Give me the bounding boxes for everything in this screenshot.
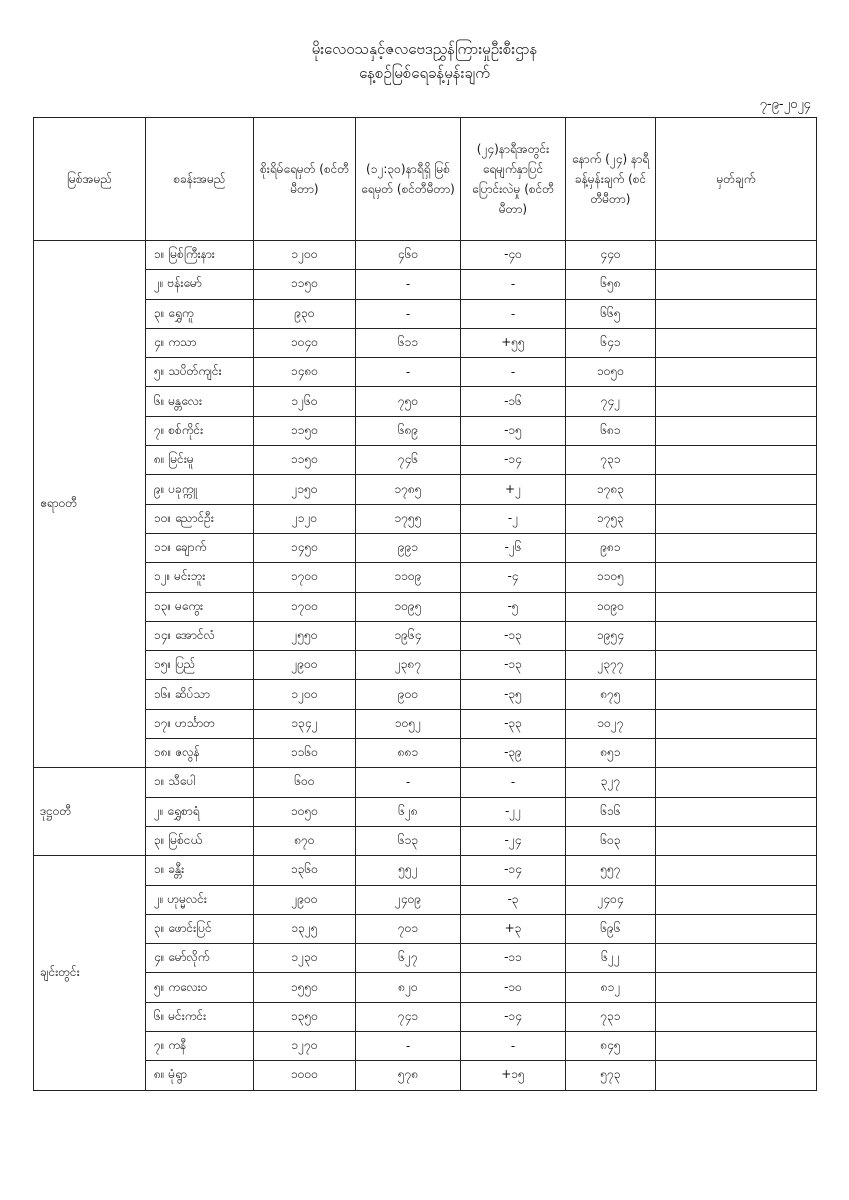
station-cell: ၃။ မြစ်ငယ် [146,826,254,855]
current-level-cell: ၆၂၈ [356,797,461,826]
remarks-cell [656,680,817,709]
station-cell: ၃။ ဖောင်းပြင် [146,914,254,943]
danger-level-cell: ၁၄၈၀ [254,358,356,387]
remarks-cell [656,533,817,562]
change-cell: -၁၄ [461,446,566,475]
table-row [34,446,817,475]
table-row [34,739,817,768]
station-cell: ၇။ စစ်ကိုင်း [146,416,254,445]
current-level-cell: ၁၇၅၅ [356,504,461,533]
danger-level-cell: ၁၂၀၀ [254,241,356,270]
remarks-cell [656,475,817,504]
forecast-cell: ၇၃၁ [566,1002,656,1031]
station-cell: ၁။ ခန္တီး [146,856,254,885]
station-cell: ၁၇။ ဟင်္သာတ [146,709,254,738]
forecast-cell: ၈၇၅ [566,680,656,709]
remarks-cell [656,241,817,270]
table-row [34,856,817,885]
river-forecast-table [33,117,817,1091]
forecast-cell: ၁၇၅၃ [566,504,656,533]
remarks-cell [656,651,817,680]
danger-level-cell: ၁၁၆၀ [254,739,356,768]
forecast-cell: ၆၂၂ [566,944,656,973]
river-name-cell: ဒုဋ္ဌဝတီ [34,768,146,856]
forecast-cell: ၄၄၀ [566,241,656,270]
page-subtitle: နေ့စဉ်မြစ်ရေခန့်မှန်းချက် [359,64,490,82]
remarks-cell [656,387,817,416]
danger-level-cell: ၁၀၅၀ [254,797,356,826]
change-cell: -၁၃ [461,651,566,680]
table-header-row [34,118,817,241]
current-level-cell: - [356,270,461,299]
station-cell: ၈။ မြင်းမူ [146,446,254,475]
change-cell: -၁၅ [461,416,566,445]
change-cell: -၃၉ [461,739,566,768]
remarks-cell [656,885,817,914]
forecast-cell: ၁၇၈၃ [566,475,656,504]
forecast-cell: ၁၀၉၀ [566,592,656,621]
remarks-cell [656,592,817,621]
table-row [34,709,817,738]
station-cell: ၁၃။ မကွေး [146,592,254,621]
forecast-cell: ၁၀၅၀ [566,358,656,387]
danger-level-cell: ၉၃၀ [254,299,356,328]
danger-level-cell: ၁၃၅၀ [254,1002,356,1031]
current-level-cell: ၅၅၂ [356,856,461,885]
current-level-cell: ၂၃၈၇ [356,651,461,680]
table-row [34,270,817,299]
remarks-cell [656,446,817,475]
station-cell: ၁၈။ ဇလွန် [146,739,254,768]
change-cell: +၂ [461,475,566,504]
forecast-cell: ၇၄၂ [566,387,656,416]
danger-level-cell: ၆၀၀ [254,768,356,797]
col-header-station: စခန်းအမည် [146,118,254,241]
danger-level-cell: ၁၅၅၀ [254,973,356,1002]
table-row [34,504,817,533]
table-row [34,358,817,387]
current-level-cell: ၈၈၁ [356,739,461,768]
current-level-cell: ၇၀၁ [356,914,461,943]
table-row [34,885,817,914]
danger-level-cell: ၁၃၆၀ [254,856,356,885]
forecast-cell: ၆၈၁ [566,416,656,445]
forecast-cell: ၂၃၇၇ [566,651,656,680]
table-row [34,475,817,504]
remarks-cell [656,1002,817,1031]
forecast-cell: ၆၆၅ [566,299,656,328]
danger-level-cell: ၁၁၅၀ [254,446,356,475]
change-cell: -၂၆ [461,533,566,562]
table-body [34,241,817,1091]
danger-level-cell: ၈၇၀ [254,826,356,855]
current-level-cell: ၆၂၇ [356,944,461,973]
station-cell: ၅။ ကလေးဝ [146,973,254,1002]
remarks-cell [656,944,817,973]
danger-level-cell: ၂၁၅၀ [254,475,356,504]
forecast-cell: ၆၄၁ [566,328,656,357]
change-cell: +၅၅ [461,328,566,357]
forecast-cell: ၅၇၃ [566,1061,656,1090]
remarks-cell [656,504,817,533]
col-header-river: မြစ်အမည် [34,118,146,241]
table-row [34,563,817,592]
forecast-cell: ၈၄၅ [566,1032,656,1061]
current-level-cell: ၇၄၁ [356,1002,461,1031]
station-cell: ၁၂။ မင်းဘူး [146,563,254,592]
station-cell: ၂။ ဟုမ္မလင်း [146,885,254,914]
table-row [34,416,817,445]
table-row [34,1032,817,1061]
danger-level-cell: ၁၇၀၀ [254,563,356,592]
danger-level-cell: ၂၁၂၀ [254,504,356,533]
change-cell: -၁၀ [461,973,566,1002]
remarks-cell [656,1032,817,1061]
table-row [34,621,817,650]
table-row [34,328,817,357]
station-cell: ၂။ ရွှေစာရံ [146,797,254,826]
remarks-cell [656,856,817,885]
forecast-cell: ၆၀၃ [566,826,656,855]
current-level-cell: ၂၄၀၉ [356,885,461,914]
current-level-cell: ၉၉၁ [356,533,461,562]
col-header-remarks: မှတ်ချက် [656,118,817,241]
change-cell: -၁၃ [461,621,566,650]
station-cell: ၁။ မြစ်ကြီးနား [146,241,254,270]
change-cell: -၁၆ [461,387,566,416]
change-cell: -၃၅ [461,680,566,709]
change-cell: -၄၀ [461,241,566,270]
change-cell: -၂၂ [461,797,566,826]
current-level-cell: - [356,1032,461,1061]
remarks-cell [656,768,817,797]
station-cell: ၁၅။ ပြည် [146,651,254,680]
page-title: မိုးလေဝသနှင့်ဇလဗေဒညွှန်ကြားမှုဦးစီးဌာန [311,40,538,58]
station-cell: ၁၀။ ညောင်ဦး [146,504,254,533]
change-cell: -၄ [461,563,566,592]
danger-level-cell: ၂၉၀၀ [254,651,356,680]
remarks-cell [656,797,817,826]
change-cell: +၁၅ [461,1061,566,1090]
danger-level-cell: ၂၅၅၀ [254,621,356,650]
forecast-cell: ၁၁၀၅ [566,563,656,592]
table-row [34,914,817,943]
table-row [34,680,817,709]
danger-level-cell: ၁၃၄၂ [254,709,356,738]
station-cell: ၄။ ကသာ [146,328,254,357]
remarks-cell [656,416,817,445]
station-cell: ၈။ မုံရွာ [146,1061,254,1090]
danger-level-cell: ၁၀၄၀ [254,328,356,357]
current-level-cell: ၆၈၉ [356,416,461,445]
col-header-change: (၂၄)နာရီအတွင်း ရေမျက်နှာပြင် ပြောင်းလဲမှု (စင်တီမီတာ) [461,118,566,241]
change-cell: - [461,358,566,387]
danger-level-cell: ၁၂၀၀ [254,680,356,709]
table-row [34,651,817,680]
danger-level-cell: ၁၀၀၀ [254,1061,356,1090]
station-cell: ၁၁။ ချောက် [146,533,254,562]
remarks-cell [656,299,817,328]
danger-level-cell: ၁၁၅၀ [254,270,356,299]
forecast-cell: ၁၀၂၇ [566,709,656,738]
forecast-cell: ၂၄၀၄ [566,885,656,914]
danger-level-cell: ၁၂၇၀ [254,1032,356,1061]
forecast-cell: ၉၈၁ [566,533,656,562]
table-row [34,387,817,416]
change-cell: -၁၄ [461,856,566,885]
station-cell: ၇။ ကနီ [146,1032,254,1061]
remarks-cell [656,270,817,299]
forecast-cell: ၁၉၅၄ [566,621,656,650]
table-row [34,1002,817,1031]
col-header-danger-level: စိုးရိမ်ရေမှတ် (စင်တီမီတာ) [254,118,356,241]
station-cell: ၆။ မင်းကင်း [146,1002,254,1031]
table-row [34,241,817,270]
remarks-cell [656,621,817,650]
change-cell: -၁၄ [461,1002,566,1031]
current-level-cell: ၇၄၆ [356,446,461,475]
current-level-cell: ၅၇၈ [356,1061,461,1090]
change-cell: -၁၁ [461,944,566,973]
station-cell: ၃။ ရွှေကူ [146,299,254,328]
danger-level-cell: ၁၃၂၅ [254,914,356,943]
change-cell: -၃၃ [461,709,566,738]
forecast-cell: ၃၂၇ [566,768,656,797]
danger-level-cell: ၁၇၀၀ [254,592,356,621]
station-cell: ၆။ မန္တလေး [146,387,254,416]
current-level-cell: ၁၀၅၂ [356,709,461,738]
remarks-cell [656,973,817,1002]
change-cell: - [461,299,566,328]
forecast-cell: ၇၃၁ [566,446,656,475]
table-row [34,533,817,562]
station-cell: ၄။ မော်လိုက် [146,944,254,973]
current-level-cell: - [356,299,461,328]
change-cell: - [461,1032,566,1061]
change-cell: -၅ [461,592,566,621]
table-row [34,592,817,621]
river-name-cell: ဧရာဝတီ [34,241,146,768]
current-level-cell: ၆၁၁ [356,328,461,357]
remarks-cell [656,358,817,387]
forecast-cell: ၆၉၆ [566,914,656,943]
remarks-cell [656,563,817,592]
danger-level-cell: ၁၄၅၀ [254,533,356,562]
change-cell: -၂ [461,504,566,533]
remarks-cell [656,914,817,943]
table-row [34,1061,817,1090]
danger-level-cell: ၁၂၆၀ [254,387,356,416]
current-level-cell: ၁၇၈၅ [356,475,461,504]
table-row [34,973,817,1002]
station-cell: ၂။ ဗန်းမော် [146,270,254,299]
current-level-cell: ၁၉၆၄ [356,621,461,650]
col-header-current-level: (၁၂:၃၀)နာရီရှိ မြစ်ရေမှတ် (စင်တီမီတာ) [356,118,461,241]
report-date: ၇-၉-၂၀၂၄ [759,97,811,112]
station-cell: ၁။ သီပေါ [146,768,254,797]
station-cell: ၉။ ပခုက္ကူ [146,475,254,504]
danger-level-cell: ၁၂၃၀ [254,944,356,973]
current-level-cell: ၁၁၀၉ [356,563,461,592]
station-cell: ၁၆။ ဆိပ်သာ [146,680,254,709]
station-cell: ၅။ သပိတ်ကျင်း [146,358,254,387]
current-level-cell: ၆၁၃ [356,826,461,855]
change-cell: -၃ [461,885,566,914]
remarks-cell [656,328,817,357]
current-level-cell: ၉၀၀ [356,680,461,709]
table-row [34,299,817,328]
table-row [34,768,817,797]
change-cell: +၃ [461,914,566,943]
forecast-cell: ၈၅၁ [566,739,656,768]
change-cell: - [461,768,566,797]
remarks-cell [656,739,817,768]
change-cell: - [461,270,566,299]
change-cell: -၂၄ [461,826,566,855]
danger-level-cell: ၂၉၀၀ [254,885,356,914]
danger-level-cell: ၁၁၅၀ [254,416,356,445]
forecast-cell: ၅၅၇ [566,856,656,885]
current-level-cell: ၇၅၀ [356,387,461,416]
table-row [34,944,817,973]
current-level-cell: ၈၂၀ [356,973,461,1002]
current-level-cell: ၄၆၀ [356,241,461,270]
remarks-cell [656,709,817,738]
forecast-cell: ၈၁၂ [566,973,656,1002]
remarks-cell [656,1061,817,1090]
current-level-cell: ၁၀၉၅ [356,592,461,621]
current-level-cell: - [356,358,461,387]
remarks-cell [656,826,817,855]
forecast-cell: ၆၁၆ [566,797,656,826]
table-row [34,797,817,826]
station-cell: ၁၄။ အောင်လံ [146,621,254,650]
col-header-forecast: နောက် (၂၄) နာရီ ခန့်မှန်းချက် (စင်တီမီတာ) [566,118,656,241]
forecast-cell: ၆၅၈ [566,270,656,299]
current-level-cell: - [356,768,461,797]
river-name-cell: ချင်းတွင်း [34,856,146,1090]
table-row [34,826,817,855]
